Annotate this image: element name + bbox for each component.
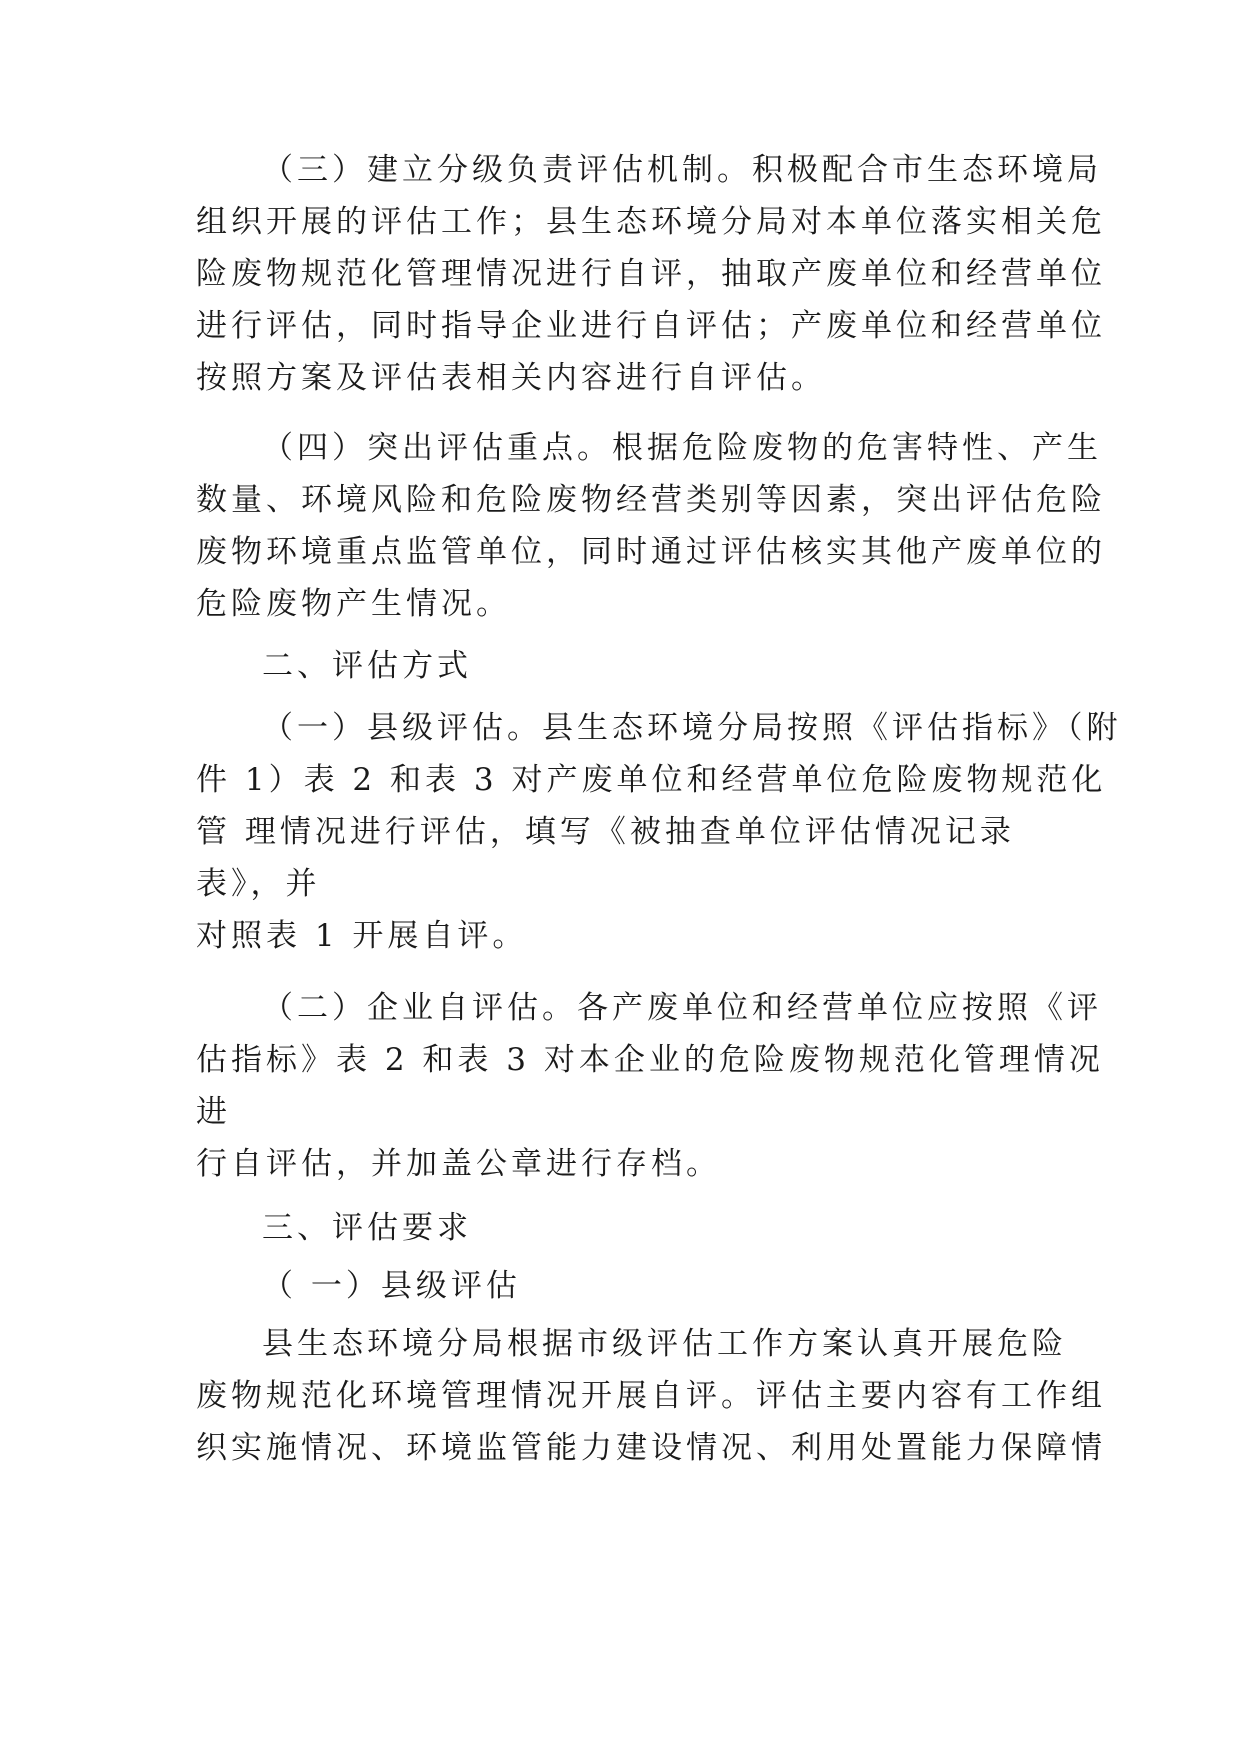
county-eval-line-5: 对照表 1 开展自评。 <box>196 918 528 954</box>
county-eval-line-4: 表》，并 <box>196 866 321 902</box>
enterprise-eval-line-4: 行自评估，并加盖公章进行存档。 <box>196 1146 721 1182</box>
paragraph-3-line-1: （三）建立分级负责评估机制。积极配合市生态环境局 <box>262 152 1102 188</box>
paragraph-4-line-4: 危险废物产生情况。 <box>196 586 511 622</box>
enterprise-eval-line-2: 估指标》表 2 和表 3 对本企业的危险废物规范化管理情况 <box>196 1042 1104 1078</box>
county-eval-line-2: 件 1）表 2 和表 3 对产废单位和经营单位危险废物规范化 <box>196 762 1107 798</box>
county-eval-line-3: 管 理情况进行评估，填写《被抽查单位评估情况记录 <box>196 814 1015 850</box>
section-heading-3: 三、评估要求 <box>262 1210 472 1246</box>
paragraph-3-line-3: 险废物规范化管理情况进行自评，抽取产废单位和经营单位 <box>196 256 1106 292</box>
requirements-line-3: 织实施情况、环境监管能力建设情况、利用处置能力保障情 <box>196 1430 1106 1466</box>
section-heading-2: 二、评估方式 <box>262 648 472 684</box>
paragraph-3-line-2: 组织开展的评估工作；县生态环境分局对本单位落实相关危 <box>196 204 1106 240</box>
paragraph-4-line-1: （四）突出评估重点。根据危险废物的危害特性、产生 <box>262 430 1102 466</box>
enterprise-eval-line-3: 进 <box>196 1094 231 1130</box>
paragraph-4-line-2: 数量、环境风险和危险废物经营类别等因素，突出评估危险 <box>196 482 1106 518</box>
enterprise-eval-line-1: （二）企业自评估。各产废单位和经营单位应按照《评 <box>262 990 1102 1026</box>
paragraph-3-line-4: 进行评估，同时指导企业进行自评估；产废单位和经营单位 <box>196 308 1106 344</box>
paragraph-3-line-5: 按照方案及评估表相关内容进行自评估。 <box>196 360 826 396</box>
requirements-line-1: 县生态环境分局根据市级评估工作方案认真开展危险 <box>262 1326 1067 1362</box>
county-eval-line-1: （一）县级评估。县生态环境分局按照《评估指标》（附 <box>262 710 1122 746</box>
subsection-heading-county: （ 一）县级评估 <box>262 1268 521 1304</box>
paragraph-4-line-3: 废物环境重点监管单位，同时通过评估核实其他产废单位的 <box>196 534 1106 570</box>
requirements-line-2: 废物规范化环境管理情况开展自评。评估主要内容有工作组 <box>196 1378 1106 1414</box>
